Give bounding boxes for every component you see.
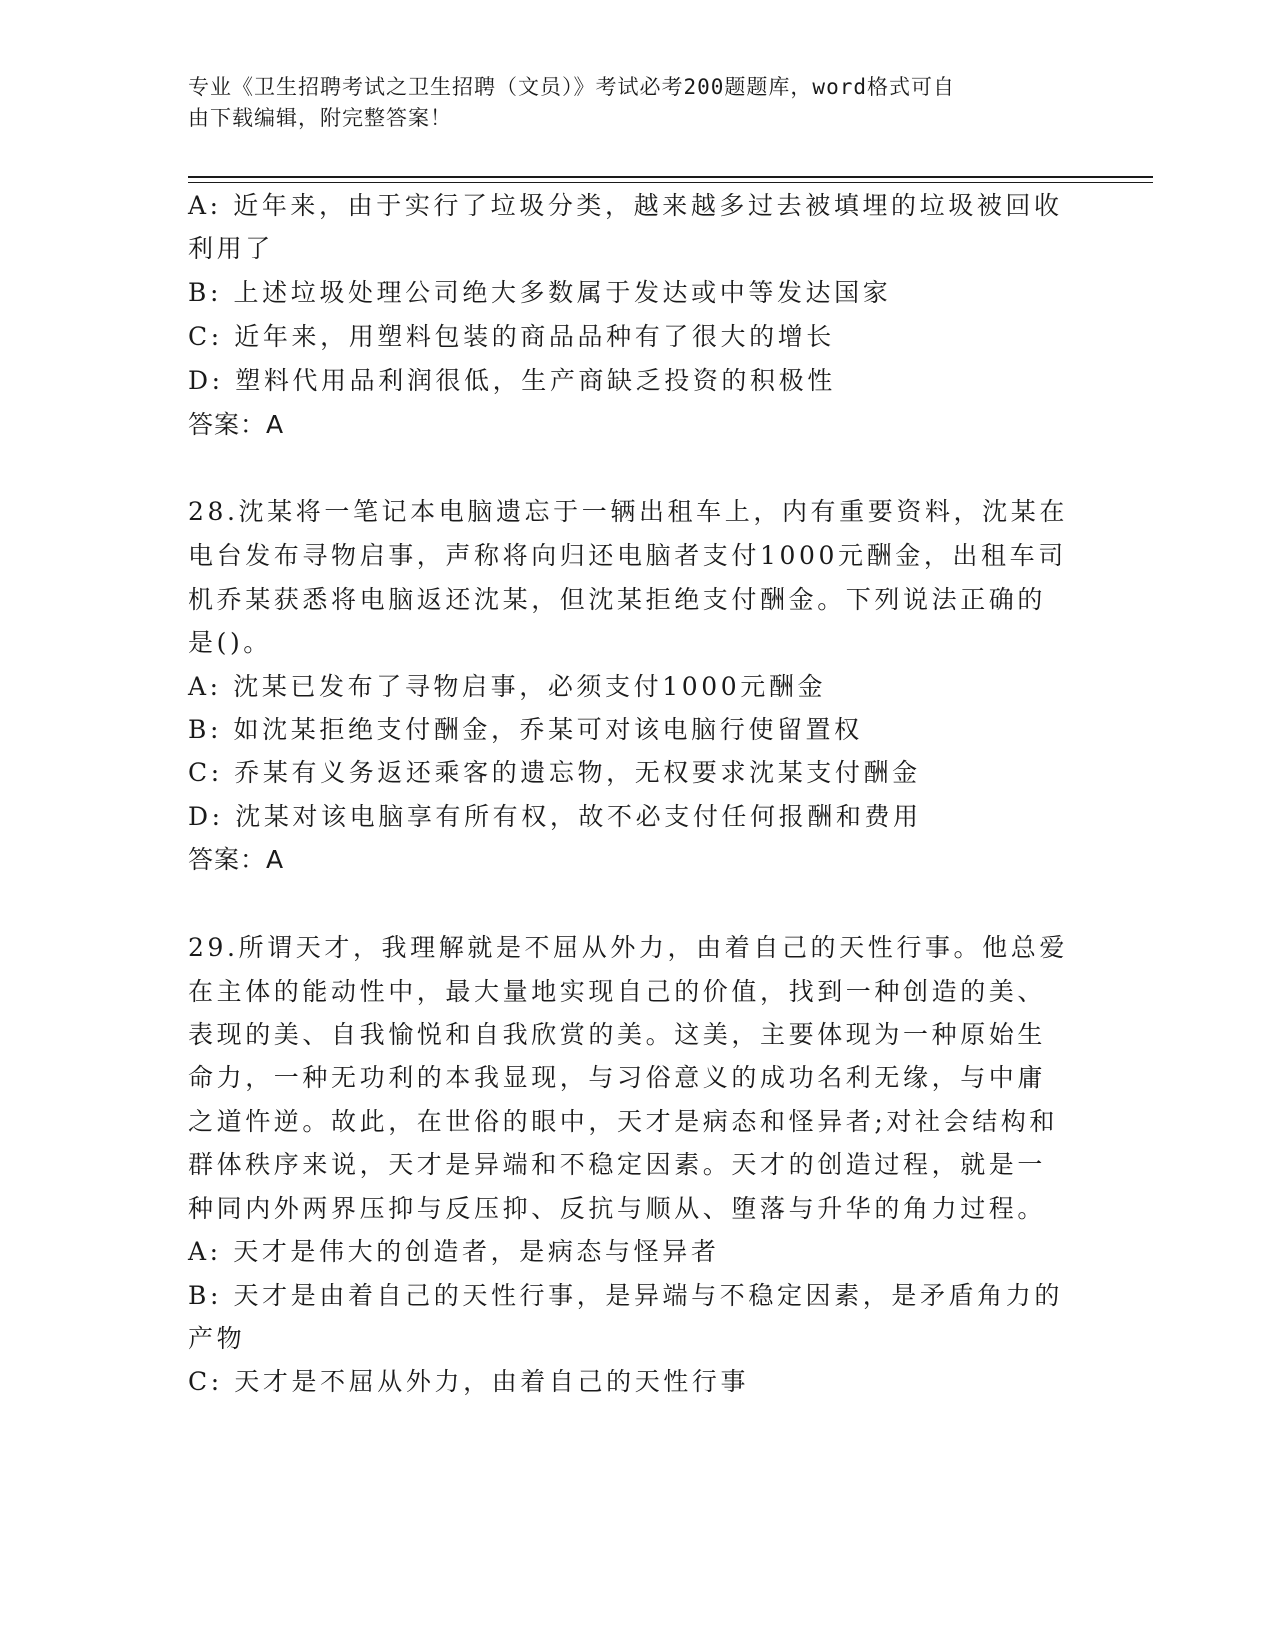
q27-option-d: D: 塑料代用品利润很低，生产商缺乏投资的积极性: [188, 366, 836, 395]
header-line-1: 专业《卫生招聘考试之卫生招聘（文员）》考试必考200题题库，word格式可自: [188, 75, 955, 99]
q28-stem-line-2: 电台发布寻物启事，声称将向归还电脑者支付1000元酬金，出租车司: [188, 541, 1067, 570]
q29-stem-line-7: 种同内外两界压抑与反压抑、反抗与顺从、堕落与升华的角力过程。: [188, 1194, 1047, 1223]
q28-stem-line-3: 机乔某获悉将电脑返还沈某，但沈某拒绝支付酬金。下列说法正确的: [188, 585, 1047, 614]
q29-stem-line-4: 命力，一种无功利的本我显现，与习俗意义的成功名利无缘，与中庸: [188, 1063, 1047, 1092]
q29-stem-line-2: 在主体的能动性中，最大量地实现自己的价值，找到一种创造的美、: [188, 977, 1047, 1006]
q28-stem-line-1: 28.沈某将一笔记本电脑遗忘于一辆出租车上，内有重要资料，沈某在: [188, 497, 1068, 526]
q29-option-b-line-2: 产物: [188, 1324, 246, 1353]
q29-stem-line-6: 群体秩序来说，天才是异端和不稳定因素。天才的创造过程，就是一: [188, 1150, 1047, 1179]
q29-stem-line-5: 之道忤逆。故此，在世俗的眼中，天才是病态和怪异者;对社会结构和: [188, 1107, 1059, 1136]
q28-stem-line-4: 是()。: [188, 628, 272, 657]
q28-option-c: C: 乔某有义务返还乘客的遗忘物，无权要求沈某支付酬金: [188, 758, 921, 787]
q29-option-c: C: 天才是不屈从外力，由着自己的天性行事: [188, 1367, 750, 1396]
q28-option-a: A: 沈某已发布了寻物启事，必须支付1000元酬金: [188, 672, 827, 701]
q28-answer: 答案：A: [188, 845, 285, 874]
q29-option-b-line-1: B: 天才是由着自己的天性行事，是异端与不稳定因素，是矛盾角力的: [188, 1281, 1063, 1310]
q27-option-a-line-1: A: 近年来，由于实行了垃圾分类，越来越多过去被填埋的垃圾被回收: [188, 191, 1063, 220]
q28-option-d: D: 沈某对该电脑享有所有权，故不必支付任何报酬和费用: [188, 802, 922, 831]
header-divider-thin: [188, 182, 1153, 183]
q29-stem-line-1: 29.所谓天才，我理解就是不屈从外力，由着自己的天性行事。他总爱: [188, 933, 1068, 962]
q27-answer: 答案：A: [188, 410, 285, 439]
q29-stem-line-3: 表现的美、自我愉悦和自我欣赏的美。这美，主要体现为一种原始生: [188, 1020, 1047, 1049]
q28-option-b: B: 如沈某拒绝支付酬金，乔某可对该电脑行使留置权: [188, 715, 863, 744]
header-divider-thick: [188, 176, 1153, 178]
q27-option-b: B: 上述垃圾处理公司绝大多数属于发达或中等发达国家: [188, 278, 892, 307]
page-header: [188, 72, 1068, 134]
q29-option-a: A: 天才是伟大的创造者，是病态与怪异者: [188, 1237, 720, 1266]
q27-option-a-line-2: 利用了: [188, 234, 274, 263]
header-line-2: 由下载编辑，附完整答案！: [188, 106, 452, 130]
q27-option-c: C: 近年来，用塑料包装的商品品种有了很大的增长: [188, 322, 835, 351]
